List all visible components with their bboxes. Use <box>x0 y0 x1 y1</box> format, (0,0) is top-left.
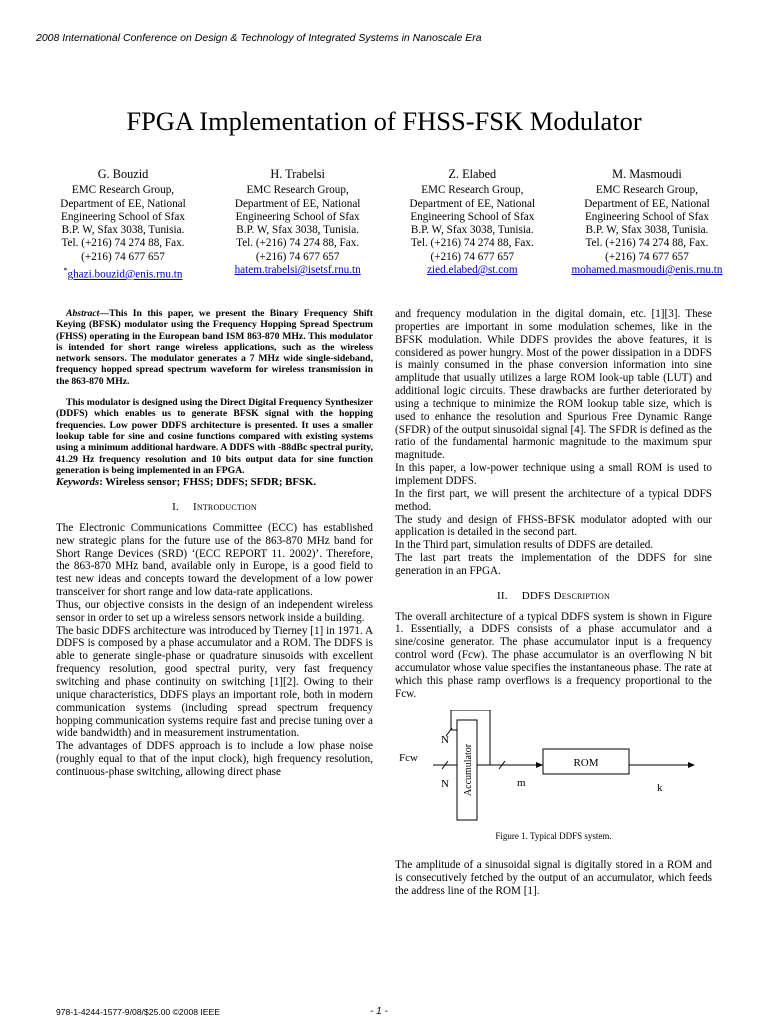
section-number: I. <box>172 501 179 513</box>
affiliation-line: B.P. W, Sfax 3038, Tunisia. <box>61 224 185 237</box>
author-list <box>40 168 730 282</box>
author-email-link[interactable]: hatem.trabelsi@isetsf.rnu.tn <box>234 264 361 277</box>
ddfs-diagram-svg <box>395 710 712 828</box>
affiliation-line: Engineering School of Sfax <box>584 210 709 223</box>
author-name: Z. Elabed <box>448 167 497 181</box>
affiliation-line: Tel. (+216) 74 274 88, Fax. <box>236 237 360 250</box>
affiliation-line: Engineering School of Sfax <box>410 210 535 223</box>
author-email-link[interactable]: mohamed.masmoudi@enis.rnu.tn <box>571 264 723 277</box>
body-paragraph: In this paper, a low-power technique using a small ROM is used to implement DDFS. <box>395 462 712 487</box>
accumulator-label: Accumulator <box>463 744 474 797</box>
author-block <box>389 168 555 282</box>
k-label: k <box>657 782 663 795</box>
rom-label: ROM <box>573 757 599 770</box>
affiliation-line: (+216) 74 677 657 <box>430 250 515 263</box>
author-block <box>564 168 730 282</box>
body-paragraph: The study and design of FHSS-BFSK modulator adopted with our application is detailed in the second part. <box>395 513 712 539</box>
affiliation-line: Engineering School of Sfax <box>61 210 185 223</box>
abstract-paragraph-2: This modulator is designed using the Direct Digital Frequency Synthesizer (DDFS) which enables us to generate BFSK signal with the hopping frequencies. Low power DDFS architecture is presented. It uses a smaller lookup table for sine and cosine functions compared with existing systems using a minimum additional hardware. A DDFS with -88dBc spectral purity, 41.29 Hz frequency resolution and 10 bits output data for sine function generation is being implemented in an FPGA. <box>56 397 373 476</box>
section-title: Introduction <box>192 501 257 513</box>
left-column <box>56 308 373 779</box>
corresponding-author-marker: * <box>63 266 68 276</box>
n-top-label: N <box>441 734 449 747</box>
body-paragraph: The Electronic Communications Committee (ECC) has established new strategic plans for the future use of the 863-870 MHz band for Short Range Devices (SRD) ‘(ECC REPORT 11. 2002)’. Therefore, the 863-870 MHz band, available only in Europe, is a good field to test new ideas and concepts toward the development of a low power transceiver for short range and low data-rate applications. <box>56 521 373 599</box>
affiliation-line: EMC Research Group, <box>246 184 349 197</box>
section-title: DDFS Description <box>521 589 610 602</box>
page-number: - 1 - <box>370 1006 388 1017</box>
body-paragraph: In the Third part, simulation results of DDFS are detailed. <box>395 539 654 552</box>
affiliation-line: Department of EE, National <box>584 197 710 210</box>
affiliation-line: EMC Research Group, <box>595 184 699 197</box>
abstract-dash: — <box>99 308 110 319</box>
affiliation-line: EMC Research Group, <box>421 184 524 197</box>
keywords-text: : Wireless sensor; FHSS; DDFS; SFDR; BFSK. <box>99 476 317 489</box>
body-paragraph: The basic DDFS architecture was introduced by Tierney [1] in 1971. A DDFS is composed by a phase accumulator and a ROM. The DDFS is able to generate single-phase or quadrature sinusoids with excellent frequency resolution, good spectral purity, very fast frequency switching and phase continuity on switching [1][2]. Owing to their unique characteristics, DDFS plays an important role, both in modern communication systems (including spread spectrum frequency hopping communication systems require fast and precise tuning over a wide bandwidth) and in measurement instrumentation. <box>56 624 373 740</box>
section-heading-ddfs-description <box>395 590 712 603</box>
section-heading-introduction <box>56 501 373 514</box>
affiliation-line: EMC Research Group, <box>71 184 175 197</box>
abstract-text: This In this paper, we present the Binary Frequency Shift Keying (BFSK) modulator using the Frequency Hopping Spread Spectrum (FHSS) operating in the European band ISM 863-870 MHz. This modulator is intended for short range wireless applications, such as the wireless network sensors. The modulator generates a 7 MHz wide single-sideband, frequency hopped spread spectrum waveform for wireless transmission in the 863-870 MHz. <box>56 308 373 387</box>
affiliation-line: Tel. (+216) 74 274 88, Fax. <box>585 237 709 250</box>
affiliation-line: Engineering School of Sfax <box>235 210 360 223</box>
author-email-link[interactable]: zied.elabed@st.com <box>427 264 518 277</box>
spacer <box>56 387 373 397</box>
author-name: G. Bouzid <box>97 167 149 181</box>
affiliation-line: (+216) 74 677 657 <box>255 250 340 263</box>
affiliation-line: B.P. W, Sfax 3038, Tunisia. <box>236 224 360 237</box>
arrow-output <box>688 762 695 768</box>
keywords-label: Keywords <box>56 476 100 489</box>
body-paragraph: and frequency modulation in the digital domain, etc. [1][3]. These properties are important in some modulation schemes, like in the BFSK modulation. While DDFS provides the above features, it is considered as power hungry. Most of the power dissipation in a DDFS is mainly consumed in the phase conversion information into sine amplitude that usually utilizes a large ROM look-up table (LUT) and additional logic circuits. These drawbacks are further deteriorated by using a technique to minimize the ROM lookup table size, which is used to enhance the resolution and Spurious Free Dynamic Range (SFDR) of the output sinusoidal signal [4]. The SFDR is defined as the ratio of the fundamental harmonic magnitude to the maximum spur magnitude. <box>395 308 712 462</box>
affiliation-line: Department of EE, National <box>409 197 536 210</box>
body-paragraph: Thus, our objective consists in the design of an independent wireless sensor in order to set up a wireless sensors network inside a building. <box>56 598 373 624</box>
footer-isbn: 978-1-4244-1577-9/08/$25.00 ©2008 IEEE <box>56 1007 221 1017</box>
right-column <box>395 308 712 898</box>
fcw-label: Fcw <box>399 752 418 765</box>
paper-title: FPGA Implementation of FHSS-FSK Modulator <box>126 106 642 136</box>
body-paragraph: The amplitude of a sinusoidal signal is digitally stored in a ROM and is consecutively fetched by the output of an accumulator, which feeds the address line of the ROM [1]. <box>395 859 712 897</box>
n-bottom-label: N <box>441 778 449 791</box>
abstract-paragraph <box>56 308 373 387</box>
affiliation-line: B.P. W, Sfax 3038, Tunisia. <box>410 224 534 237</box>
ddfs-block-diagram <box>395 710 712 828</box>
affiliation-line: Department of EE, National <box>234 197 361 210</box>
author-block <box>215 168 381 282</box>
affiliation-line: Tel. (+216) 74 274 88, Fax. <box>61 237 185 250</box>
body-paragraph: In the first part, we will present the architecture of a typical DDFS method. <box>395 487 712 513</box>
body-paragraph: The overall architecture of a typical DDFS system is shown in Figure 1. Essentially, a DDFS consists of a phase accumulator and a sine/cosine generator. The phase accumulator input is a frequency control word (Fcw). The phase accumulator is an overflowing N bit accumulator whose value specifies the instantaneous phase. The rate at which this phase ramp overflows is a frequency proportional to the Fcw. <box>395 610 712 700</box>
affiliation-line: (+216) 74 677 657 <box>605 250 689 263</box>
abstract-lead: Abstract <box>66 308 100 319</box>
affiliation-line: Tel. (+216) 74 274 88, Fax. <box>410 237 534 250</box>
affiliation-line: (+216) 74 677 657 <box>81 250 165 263</box>
section-number: II. <box>497 589 508 602</box>
affiliation-line: Department of EE, National <box>60 197 186 210</box>
body-paragraph: The last part treats the implementation of the DDFS for sine generation in an FPGA. <box>395 552 712 577</box>
author-block <box>40 168 206 282</box>
author-email-link[interactable]: ghazi.bouzid@enis.rnu.tn <box>67 268 183 281</box>
keywords <box>56 476 373 489</box>
m-label: m <box>517 777 526 790</box>
body-paragraph: The advantages of DDFS approach is to include a low phase noise (roughly equal to that of the input clock), high frequency resolution, continuous-phase switching, allowing direct phase <box>56 740 373 778</box>
figure-caption: Figure 1. Typical DDFS system. <box>495 831 612 842</box>
arrow-into-rom <box>536 762 543 768</box>
author-name: M. Masmoudi <box>612 167 682 181</box>
conference-header: 2008 International Conference on Design & Technology of Integrated Systems in Nanoscale Era <box>36 32 482 44</box>
affiliation-line: B.P. W, Sfax 3038, Tunisia. <box>585 224 709 237</box>
author-name: H. Trabelsi <box>270 167 325 181</box>
